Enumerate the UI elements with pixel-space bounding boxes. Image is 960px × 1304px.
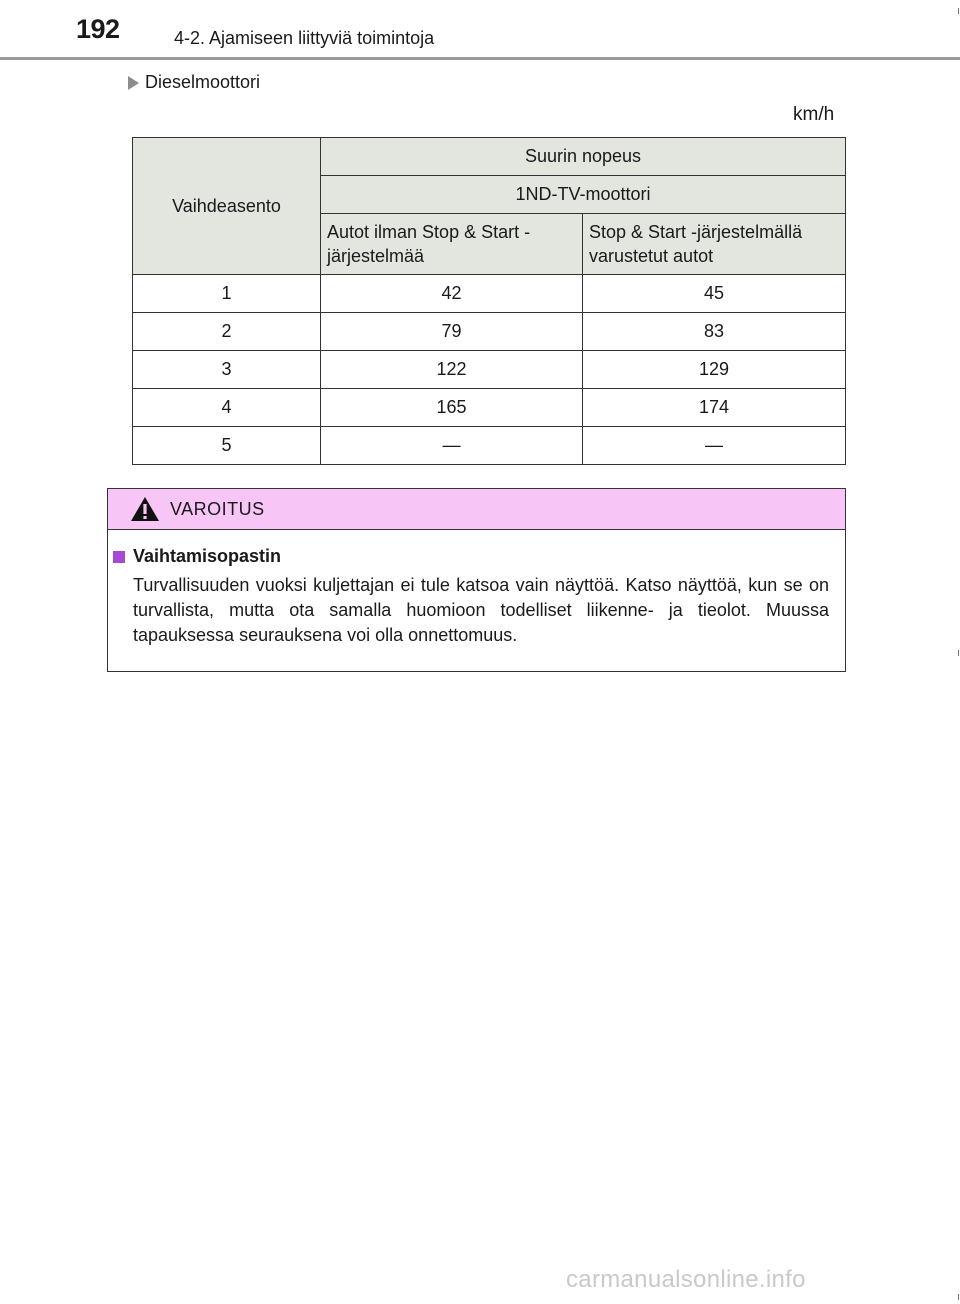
- header-rule: [0, 57, 960, 60]
- gear-cell: 4: [133, 389, 321, 427]
- speed-without-cell: 79: [321, 313, 583, 351]
- speed-with-cell: [583, 427, 846, 465]
- gear-column-header: Vaihdeasento: [133, 138, 321, 275]
- subheading: [128, 72, 260, 93]
- page-number: 192: [76, 14, 120, 44]
- top-speed-header: Suurin nopeus: [321, 138, 846, 176]
- watermark: carmanualsonline.info: [566, 1266, 806, 1293]
- crop-mark: [958, 650, 959, 656]
- speed-without-cell: 165: [321, 389, 583, 427]
- speed-with-cell: 45: [583, 275, 846, 313]
- speed-with-cell: 174: [583, 389, 846, 427]
- speed-table: [132, 137, 846, 465]
- warning-item-heading: [113, 546, 829, 567]
- warning-box: [107, 488, 846, 672]
- subheading-text: Dieselmoottori: [145, 72, 261, 92]
- speed-with-cell: 83: [583, 313, 846, 351]
- dash-value: —: [705, 435, 723, 455]
- warning-body: [108, 530, 845, 648]
- crop-mark: [958, 8, 959, 14]
- warning-triangle-icon: [130, 496, 160, 522]
- triangle-bullet-icon: [128, 76, 139, 90]
- warning-text: Turvallisuuden vuoksi kuljettajan ei tule katsoa vain näyttöä. Katso näyttöä, kun se on turvallista, mutta ota samalla huomioon todelliset liikenne- ja tieolot. Muussa tapauksessa seurauksena voi olla onnettomuus.: [133, 575, 829, 645]
- gear-cell: 3: [133, 351, 321, 389]
- gear-cell: 2: [133, 313, 321, 351]
- engine-header: 1ND-TV-moottori: [321, 176, 846, 214]
- square-bullet-icon: [113, 551, 125, 563]
- table-row: [133, 427, 846, 465]
- section-title: 4-2. Ajamiseen liittyviä toimintoja: [174, 28, 435, 48]
- warning-header: [108, 489, 845, 530]
- unit-label: km/h: [793, 104, 835, 125]
- without-stop-start-header: Autot ilman Stop & Start -järjestelmää: [321, 214, 583, 275]
- with-stop-start-header: Stop & Start -järjestelmällä varustetut autot: [583, 214, 846, 275]
- speed-without-cell: 42: [321, 275, 583, 313]
- crop-mark: [958, 1294, 959, 1300]
- warning-heading-text: Vaihtamisopastin: [133, 546, 282, 566]
- dash-value: —: [442, 435, 461, 455]
- warning-title: VAROITUS: [170, 498, 265, 519]
- speed-without-cell: [321, 427, 583, 465]
- table-row: [133, 389, 846, 427]
- table-row: [133, 275, 846, 313]
- gear-cell: 1: [133, 275, 321, 313]
- speed-with-cell: 129: [583, 351, 846, 389]
- table-row: [133, 351, 846, 389]
- gear-cell: 5: [133, 427, 321, 465]
- speed-without-cell: 122: [321, 351, 583, 389]
- table-row: [133, 313, 846, 351]
